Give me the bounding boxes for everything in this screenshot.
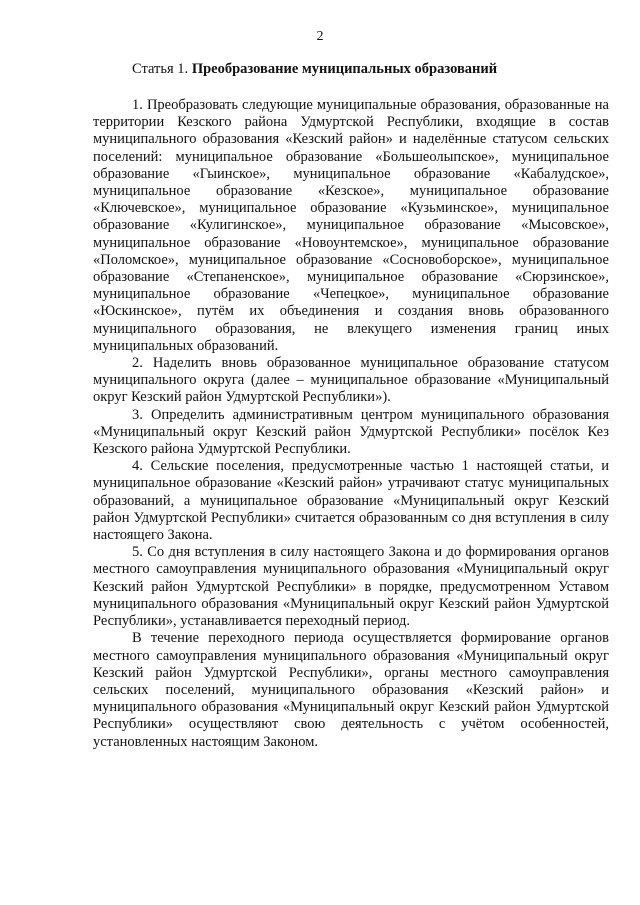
article-title: Преобразование муниципальных образований bbox=[191, 61, 498, 77]
paragraph-3: 3. Определить административным центром муниципального образования «Муниципальный округ Кезский район Удмуртской Республики» посёлок Кез Кезского района Удмуртской Республики. bbox=[93, 406, 609, 458]
page-number: 2 bbox=[316, 29, 324, 44]
article-label: Статья 1. bbox=[132, 61, 189, 77]
paragraph-transition: В течение переходного периода осуществляется формирование органов местного самоуправления муниципального образования «Муниципальный округ Кезский район Удмуртской Республики», органы местного самоуправления сельских поселений, муниципального образования «Кезский район» и муниципального образования «Муниципальный округ Кезский район Удмуртской Республики» осуществляют свою деятельность с учётом особенностей, установленных настоящим Законом. bbox=[93, 630, 609, 750]
article-1 bbox=[93, 60, 609, 751]
paragraph-5: 5. Со дня вступления в силу настоящего Закона и до формирования органов местного самоуправления муниципального образования «Муниципальный округ Кезский район Удмуртской Республики» в порядке, предусмотренном Уставом муниципального образования «Муниципальный округ Кезский район Удмуртской Республики», устанавливается переходный период. bbox=[93, 544, 609, 630]
paragraph-2: 2. Наделить вновь образованное муниципальное образование статусом муниципального округа (далее – муниципальное образование «Муниципальный округ Кезский район Удмуртской Республики»). bbox=[93, 355, 609, 406]
paragraph-1: 1. Преобразовать следующие муниципальные образования, образованные на территории Кезского района Удмуртской Республики, входящие в состав муниципального образования «Кезский район» и наделённые статусом сельских поселений: муниципальное образование «Большеолыпское», муниципальное образование «Гыинское», муниципальное образование «Кабалудское», муниципальное образование «Кезское», муниципальное образование «Ключевское», муниципальное образование «Кузьминское», муниципальное образование «Кулигинское», муниципальное образование «Мысовское», муниципальное образование «Новоунтемское», муниципальное образование «Поломское», муниципальное образование «Сосновоборское», муниципальное образование «Степаненское», муниципальное образование «Сюрзинское», муниципальное образование «Чепецкое», муниципальное образование «Юскинское», путём их объединения и создания вновь образованного муниципального образования, не влекущего изменения границ иных муниципальных образований. bbox=[93, 97, 609, 354]
paragraph-4: 4. Сельские поселения, предусмотренные частью 1 настоящей статьи, и муниципальное образование «Кезский район» утрачивают статус муниципальных образований, а муниципальное образование «Муниципальный округ Кезский район Удмуртской Республики» считается образованным со дня вступления в силу настоящего Закона. bbox=[93, 458, 609, 544]
article-heading bbox=[93, 60, 609, 78]
